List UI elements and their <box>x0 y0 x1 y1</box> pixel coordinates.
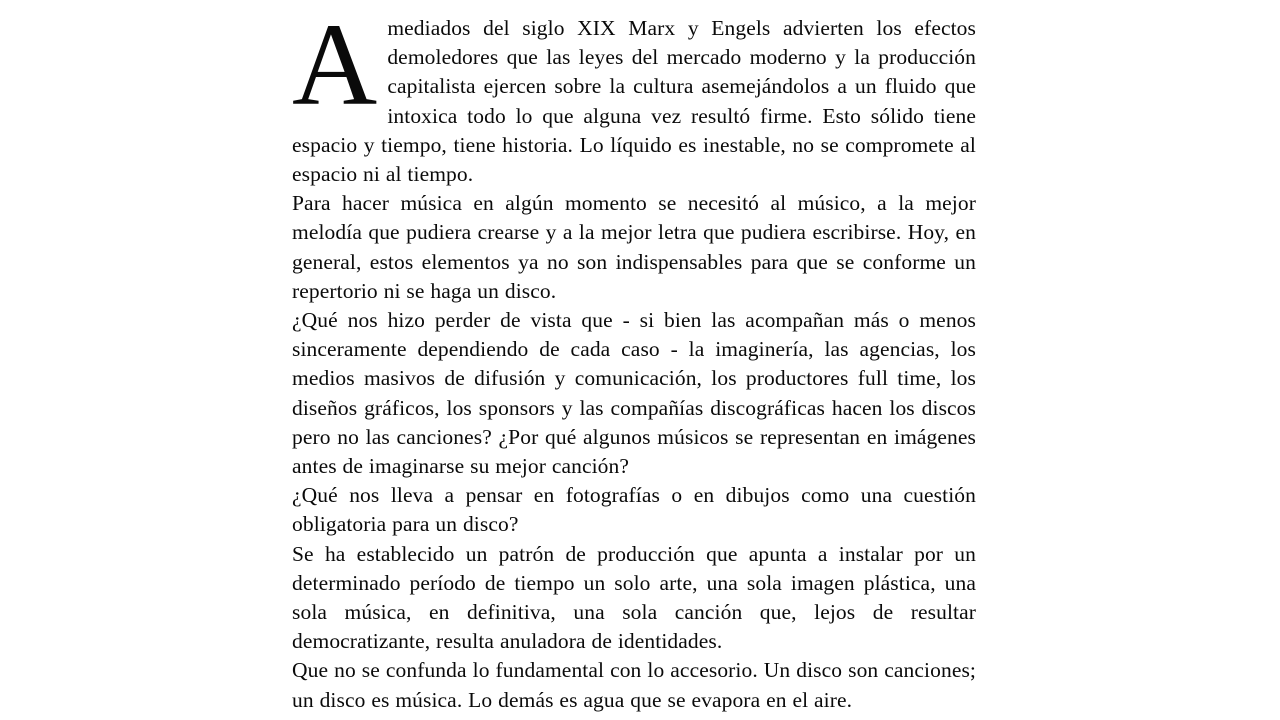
paragraph-1-text: mediados del siglo XIX Marx y Engels advierten los efectos demoledores que las leyes del mercado moderno y la producción capitalista ejercen sobre la cultura asemejándolos a un fluido que intoxica todo lo que alguna vez resultó firme. Esto sólido tiene espacio y tiempo, tiene historia. Lo líquido es inestable, no se compromete al espacio ni al tiempo. <box>292 16 976 187</box>
paragraph-5: Se ha establecido un patrón de producción que apunta a instalar por un determinado período de tiempo un solo arte, una sola imagen plástica, una sola música, en definitiva, una sola canción que, lejos de resultar democratizante, resulta anuladora de identidades. <box>292 541 976 654</box>
paragraph-3: ¿Qué nos hizo perder de vista que - si bien las acompañan más o menos sinceramente dependiendo de cada caso - la imaginería, las agencias, los medios masivos de difusión y comunicación, los productores full time, los diseños gráficos, los sponsors y las compañías discográficas hacen los discos pero no las canciones? ¿Por qué algunos músicos se representan en imágenes antes de imaginarse su mejor canción? <box>292 308 976 479</box>
paragraph-4: ¿Qué nos lleva a pensar en fotografías o en dibujos como una cuestión obligatoria para un disco? <box>292 483 976 537</box>
paragraph-1 <box>292 0 976 189</box>
text-column <box>292 0 976 715</box>
paragraph-2: Para hacer música en algún momento se necesitó al músico, a la mejor melodía que pudiera crearse y a la mejor letra que pudiera escribirse. Hoy, en general, estos elementos ya no son indispensables para que se conforme un repertorio ni se haga un disco. <box>292 191 976 303</box>
paragraph-6: Que no se confunda lo fundamental con lo accesorio. Un disco son canciones; un disco es música. Lo demás es agua que se evapora en el aire. <box>292 658 976 712</box>
drop-cap: A <box>292 0 378 130</box>
